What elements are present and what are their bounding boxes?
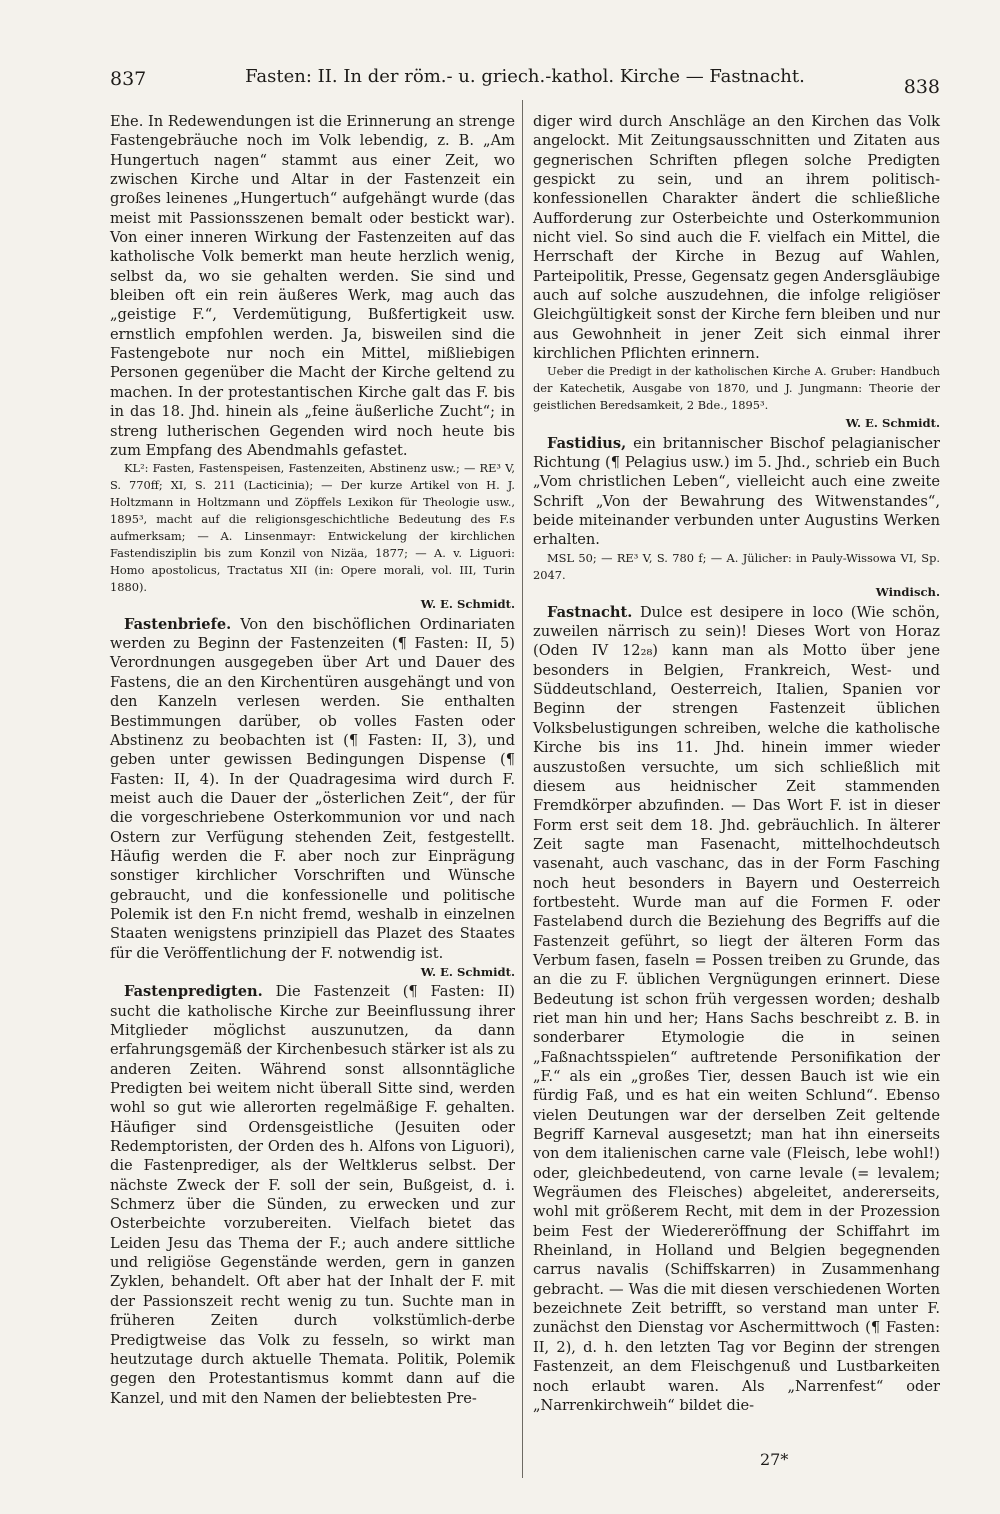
entry-fastnacht [533, 603, 940, 1415]
entry-text: Die Fastenzeit (¶ Fasten: II) sucht die katholische Kirche zur Beeinflussung ihrer Mitglieder möglichst auszunutzen, da dann erfahrungsgemäß der Kirchenbesuch stärker ist als zu anderen Zeiten. Während sonst allsonntägliche Predigten bei weitem nicht überall Sitte sind, werden wohl so gut wie allerorten regelmäßige F. gehalten. Häufiger sind Ordensgeistliche (Jesuiten oder Redemptoristen, der Orden des h. Alfons von Liguori), die Fastenprediger, als der Weltklerus selbst. Der nächste Zweck der F. soll der sein, Bußgeist, d. i. Schmerz über die Sünden, zu erwecken und zur Osterbeichte vorzubereiten. Vielfach bietet das Leiden Jesu das Thema der F.; auch andere sittliche und religiöse Gegenstände werden, gern in ganzen Zyklen, behandelt. Oft aber hat der Inhalt der F. mit der Passionszeit recht wenig zu tun. Suchte man in früheren Zeiten durch volkstümlich-derbe Predigtweise das Volk zu fesseln, so wirkt man heutzutage durch aktuelle Themata. Politik, Polemik gegen den Protestantismus kommt dann auf die Kanzel, und mit den Namen der beliebtesten Pre- [110, 983, 515, 1407]
page-number-left: 837 [110, 68, 147, 90]
bibliography: Ueber die Predigt in der katholischen Kirche A. Gruber: Handbuch der Katechetik, Ausgabe von 1870, und J. Jungmann: Theorie der geistlichen Beredsamkeit, 2 Bde., 1895³. [533, 364, 940, 413]
left-column [110, 112, 515, 1514]
entry-headword: Fastenbriefe. [124, 615, 232, 633]
entry-continuation-text: Ehe. In Redewendungen ist die Erinnerung an strenge Fastengebräuche noch im Volk lebendig, z. B. „Am Hungertuch nagen“ stammt aus einer Zeit, wo zwischen Kirche und Altar in der Fastenzeit ein großes leinenes „Hungertuch“ aufgehängt wurde (das meist mit Passionsszenen bemalt oder bestickt war). Von einer inneren Wirkung der Fastenzeiten auf das katholische Volk bemerkt man heute herzlich wenig, selbst da, wo sie gehalten werden. Sie sind und bleiben oft ein rein äußeres Werk, mag auch das „geistige F.“, Verdemütigung, Bußfertigkeit usw. ernstlich empfohlen werden. Ja, bisweilen sind die Fastengebote nur noch ein Mittel, mißliebigen Personen gegenüber die Macht der Kirche geltend zu machen. In der protestantischen Kirche galt das F. bis in das 18. Jhd. hinein als „feine äußerliche Zucht“; in streng lutherischen Gegenden wird noch heute bis zum Empfang des Abendmahls gefastet. [110, 113, 515, 459]
bibliography: MSL 50; — RE³ V, S. 780 f; — A. Jülicher: in Pauly-Wissowa VI, Sp. 2047. [533, 550, 940, 582]
entry-headword: Fastenpredigten. [124, 983, 263, 1001]
entry-fastenpredigten [110, 982, 515, 1408]
running-title: Fasten: II. In der röm.- u. griech.-kathol. Kirche — Fastnacht. [245, 66, 805, 87]
entry-continuation-text: diger wird durch Anschläge an den Kirchen das Volk angelockt. Mit Zeitungsausschnitten und Zitaten aus gegnerischen Schriften pflegen solche Predigten gespickt zu sein, und an ihrem politisch-konfessionellen Charakter ändert die schließliche Aufforderung zur Osterbeichte und Osterkommunion nicht viel. So sind auch die F. vielfach ein Mittel, die Herrschaft der Kirche in Bezug auf Wahlen, Parteipolitik, Presse, Gegensatz gegen Andersgläubige auch auf solche auszudehnen, die infolge religiöser Gleichgültigkeit sonst der Kirche fern bleiben und nur aus Gewohnheit in jener Zeit sich einmal ihrer kirchlichen Pflichten erinnern. [533, 113, 940, 363]
author-signature: W. E. Schmidt. [845, 416, 940, 431]
author-signature: Windisch. [875, 585, 940, 600]
signature-mark: 27* [760, 1450, 789, 1469]
entry-text: Dulce est desipere in loco (Wie schön, zuweilen närrisch zu sein)! Dieses Wort von Horaz (Oden IV 12₂₈) kann man als Motto über jene besonders in Belgien, Frankreich, West- und Süddeutschland, Oesterreich, Italien, Spanien vor Beginn der strengen Fastenzeit üblichen Volksbelustigungen schreiben, welche die katholische Kirche bis ins 11. Jhd. hinein immer wieder auszustoßen versuchte, um sich schließlich mit diesem aus heidnischer Zeit stammenden Fremdkörper abzufinden. — Das Wort F. ist in dieser Form erst seit dem 18. Jhd. gebräuchlich. In älterer Zeit sagte man Fasenacht, mittelhochdeutsch vasenaht, auch vaschanc, das in der Form Fasching noch heut besonders in Bayern und Oesterreich fortbesteht. Wurde man auf die Formen F. oder Fastelabend durch die Beziehung des Begriffs auf die Fastenzeit geführt, so liegt der älteren Form das Verbum fasen, faseln = Possen treiben zu Grunde, das an die zu F. üblichen Vergnügungen erinnert. Diese Bedeutung ist schon früh vergessen worden; deshalb riet man hin und her; Hans Sachs beschreibt z. B. in sonderbarer Etymologie die in seinen „Faßnachtsspielen“ auftretende Personifikation der „F.“ als ein „großes Tier, dessen Bauch ist wie ein fürdig Faß, und es hat ein weiten Schlund“. Ebenso vielen Deutungen war der derselben Zeit geltende Begriff Karneval ausgesetzt; man hat ihn einerseits von dem italienischen carne vale (Fleisch, lebe wohl!) oder, gleichbedeutend, von carne levale (= levalem; Wegräumen des Fleisches) abgeleitet, andererseits, wohl mit größerem Recht, mit dem in der Prozession beim Fest der Wiedereröffnung der Schiffahrt im Rheinland, in Holland und Belgien begegnenden carrus navalis (Schiffskarren) in Zusammenhang gebracht. — Was die mit diesen verschiedenen Worten bezeichnete Zeit betrifft, so verstand man unter F. zunächst den Dienstag vor Aschermittwoch (¶ Fasten: II, 2), d. h. den letzten Tag vor Beginn der strengen Fastenzeit, an dem Fleischgenuß und Lustbarkeiten noch erlaubt waren. Als „Narrenfest“ oder „Narrenkirchweih“ bildet die- [533, 603, 940, 1414]
author-signature: W. E. Schmidt. [420, 597, 515, 612]
entry-headword: Fastnacht. [547, 603, 633, 621]
bibliography: KL²: Fasten, Fastenspeisen, Fastenzeiten, Abstinenz usw.; — RE³ V, S. 770ff; XI, S. 211 (Lacticinia); — Der kurze Artikel von H. J. Holtzmann in Holtzmann und Zöpffels Lexikon für Theologie usw., 1895³, macht auf die religionsgeschichtliche Bedeutung des F.s aufmerksam; — A. Linsenmayr: Entwickelung der kirchlichen Fastendisziplin bis zum Konzil von Nizäa, 1877; — A. v. Liguori: Homo apostolicus, Tractatus XII (in: Opere morali, vol. III, Turin 1880). [110, 461, 515, 594]
column-divider [522, 100, 523, 1478]
author-signature: W. E. Schmidt. [420, 964, 515, 979]
entry-text: Von den bischöflichen Ordinariaten werden zu Beginn der Fastenzeiten (¶ Fasten: II, 5) Verordnungen ausgegeben über Art und Dauer des Fastens, die an den Kirchentüren ausgehängt und von den Kanzeln verlesen werden. Sie enthalten Bestimmungen darüber, ob volles Fasten oder Abstinenz zu beobachten ist (¶ Fasten: II, 3), und geben unter gewissen Bedingungen Dispense (¶ Fasten: II, 4). In der Quadragesima wird durch F. meist auch die Dauer der „österlichen Zeit“, der für die vorgeschriebene Osterkommunion vor und nach Ostern zur Verfügung stehenden Zeit, festgestellt. Häufig werden die F. aber noch zur Einprägung sonstiger kirchlicher Vorschriften und Wünsche gebraucht, und die konfessionelle und politische Polemik ist den F.n nicht fremd, weshalb in einzelnen Staaten wenigstens prinzipiell das Plazet des Staates für die Veröffentlichung der F. notwendig ist. [110, 615, 515, 962]
entry-fastenbriefe [110, 615, 515, 963]
right-column [533, 112, 940, 1514]
entry-headword: Fastidius, [547, 434, 627, 452]
entry-text: ein britannischer Bischof pelagianischer Richtung (¶ Pelagius usw.) im 5. Jhd., schrieb ein Buch „Vom christlichen Leben“, vielleicht auch eine zweite Schrift „Von der Bewahrung des Witwenstandes“, beide miteinander verbunden unter Augustins Werken erhalten. [533, 434, 940, 549]
entry-fastidius [533, 434, 940, 550]
page-header [110, 62, 940, 96]
page-number-right: 838 [903, 76, 940, 98]
